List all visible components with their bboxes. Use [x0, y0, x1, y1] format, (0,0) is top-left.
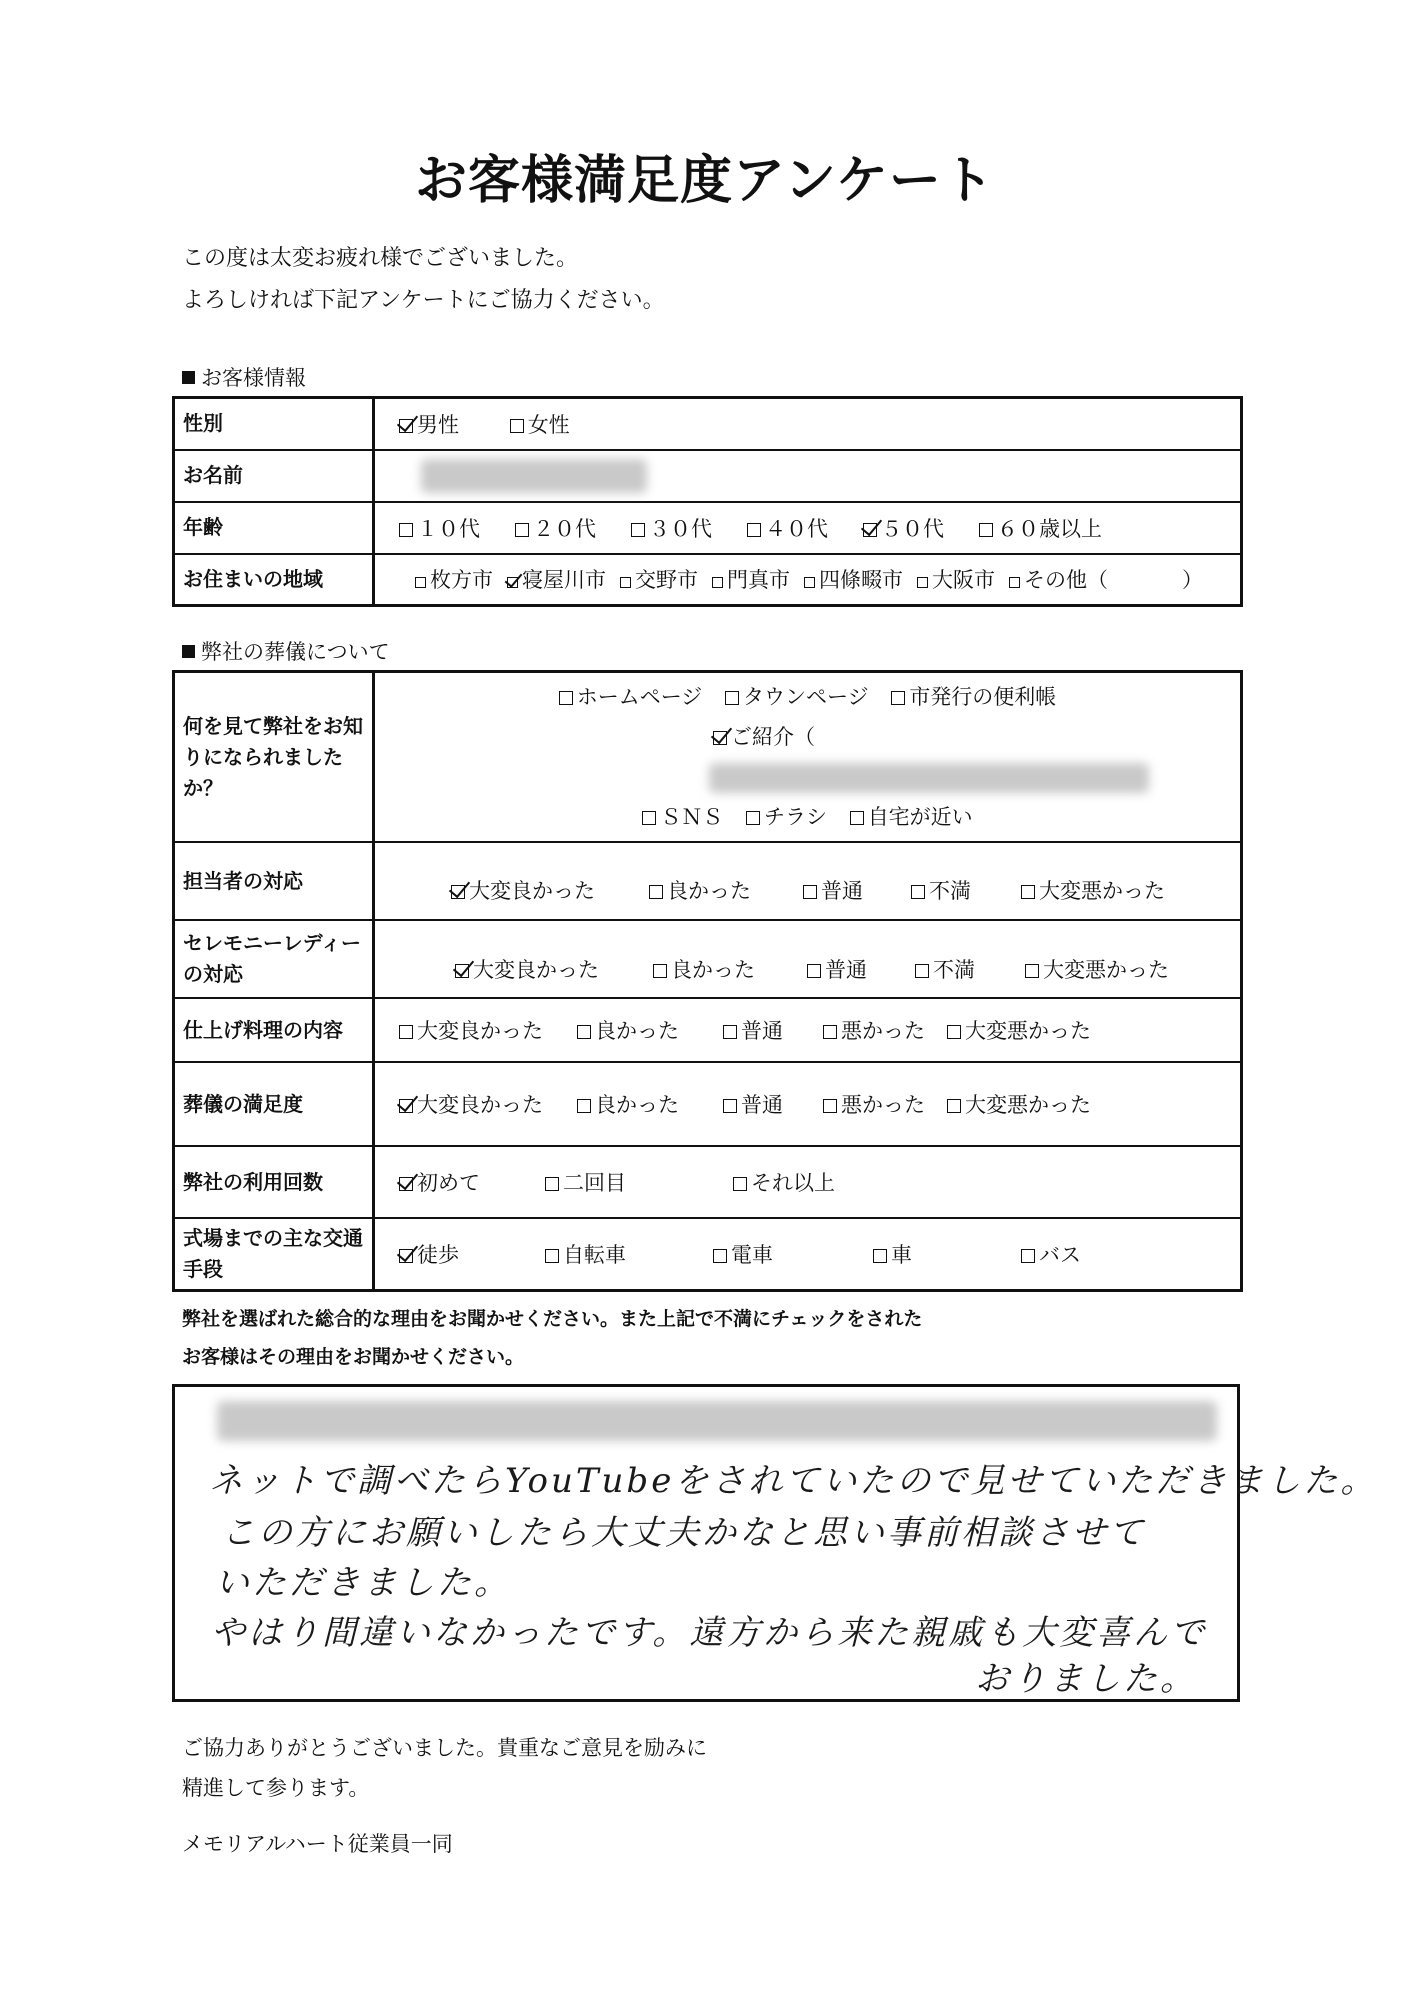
- transport-label: 式場までの主な交通手段: [174, 1218, 374, 1291]
- checkbox-icon[interactable]: [1021, 885, 1035, 899]
- checkbox-icon[interactable]: [577, 1099, 591, 1113]
- age-options: [374, 502, 1242, 554]
- usage-option-first[interactable]: 初めて: [399, 1167, 545, 1197]
- checkbox-checked-icon[interactable]: [507, 577, 518, 588]
- source-option-sns[interactable]: ＳＮＳ: [642, 797, 723, 837]
- transport-option-bus[interactable]: バス: [1021, 1239, 1081, 1269]
- staff-options: [374, 842, 1242, 920]
- checkbox-checked-icon[interactable]: [713, 731, 727, 745]
- area-option-hirakata[interactable]: 枚方市: [415, 564, 493, 594]
- reason-prompt: [182, 1300, 922, 1376]
- bullet-square-icon: [182, 645, 195, 658]
- source-label: 何を見て弊社をお知りになられましたか？: [174, 672, 374, 843]
- checkbox-icon[interactable]: [399, 523, 413, 537]
- checkbox-icon[interactable]: [712, 577, 723, 588]
- checkbox-icon[interactable]: [804, 577, 815, 588]
- reason-prompt-line-2: お客様はその理由をお聞かせください。: [182, 1346, 525, 1368]
- handwriting-line-5: おりました。: [975, 1659, 1197, 1699]
- checkbox-icon[interactable]: [1009, 577, 1020, 588]
- food-label: 仕上げ料理の内容: [174, 998, 374, 1062]
- checkbox-icon[interactable]: [723, 1099, 737, 1113]
- checkbox-checked-icon[interactable]: [399, 1249, 413, 1263]
- checkbox-icon[interactable]: [823, 1099, 837, 1113]
- checkbox-icon[interactable]: [725, 691, 739, 705]
- food-options: [374, 998, 1242, 1062]
- funeral-option-very-bad[interactable]: 大変悪かった: [947, 1089, 1091, 1119]
- source-option-city-guide[interactable]: 市発行の便利帳: [891, 677, 1056, 717]
- area-option-kadoma[interactable]: 門真市: [712, 564, 790, 594]
- checkbox-icon[interactable]: [915, 964, 929, 978]
- checkbox-icon[interactable]: [1025, 964, 1039, 978]
- funeral-option-very-good[interactable]: 大変良かった: [399, 1089, 577, 1119]
- funeral-satisfaction-options: [374, 1062, 1242, 1146]
- handwriting-line-4: やはり間違いなかったです。遠方から来た親戚も大変喜んで: [211, 1613, 1208, 1653]
- area-option-neyagawa[interactable]: 寝屋川市: [507, 564, 606, 594]
- checkbox-icon[interactable]: [850, 811, 864, 825]
- reason-prompt-line-1: 弊社を選ばれた総合的な理由をお聞かせください。また上記で不満にチェックをされた: [182, 1308, 923, 1330]
- checkbox-checked-icon[interactable]: [399, 1177, 413, 1191]
- usage-option-more[interactable]: それ以上: [733, 1167, 835, 1197]
- checkbox-icon[interactable]: [823, 1025, 837, 1039]
- checkbox-icon[interactable]: [545, 1249, 559, 1263]
- checkbox-icon[interactable]: [1021, 1249, 1035, 1263]
- checkbox-checked-icon[interactable]: [863, 523, 877, 537]
- age-label: 年齢: [174, 502, 374, 554]
- checkbox-checked-icon[interactable]: [399, 419, 413, 433]
- section-heading-customer-info: お客様情報: [182, 362, 306, 392]
- age-option-30s[interactable]: ３０代: [631, 513, 747, 543]
- gender-options: [374, 398, 1242, 450]
- funeral-satisfaction-label: 葬儀の満足度: [174, 1062, 374, 1146]
- checkbox-icon[interactable]: [559, 691, 573, 705]
- intro-line-2: よろしければ下記アンケートにご協力ください。: [182, 288, 665, 313]
- food-option-very-good[interactable]: 大変良かった: [399, 1015, 577, 1045]
- checkbox-icon[interactable]: [399, 1025, 413, 1039]
- usage-count-options: [374, 1146, 1242, 1218]
- checkbox-icon[interactable]: [746, 811, 760, 825]
- ceremony-lady-option-normal[interactable]: 普通: [807, 954, 915, 984]
- checkbox-icon[interactable]: [947, 1025, 961, 1039]
- area-label: お住まいの地域: [174, 554, 374, 606]
- handwriting-line-1: ネットで調べたらYouTubeをされていたので見せていただきました。: [209, 1461, 1378, 1501]
- source-options: [374, 672, 1242, 843]
- checkbox-icon[interactable]: [545, 1177, 559, 1191]
- transport-option-bicycle[interactable]: 自転車: [545, 1239, 713, 1269]
- staff-option-very-bad[interactable]: 大変悪かった: [1021, 875, 1165, 905]
- checkbox-icon[interactable]: [631, 523, 645, 537]
- checkbox-icon[interactable]: [979, 523, 993, 537]
- checkbox-icon[interactable]: [947, 1099, 961, 1113]
- checkbox-icon[interactable]: [723, 1025, 737, 1039]
- page-title: お客様満足度アンケート: [415, 151, 995, 211]
- closing-line-2: 精進して参ります。: [182, 1776, 370, 1800]
- source-option-near-home[interactable]: 自宅が近い: [850, 797, 973, 837]
- usage-option-second[interactable]: 二回目: [545, 1167, 733, 1197]
- food-option-bad[interactable]: 悪かった: [823, 1015, 947, 1045]
- ceremony-lady-option-dissatisfied[interactable]: 不満: [915, 954, 1025, 984]
- checkbox-icon[interactable]: [891, 691, 905, 705]
- customer-info-table: [172, 396, 1243, 607]
- checkbox-icon[interactable]: [510, 419, 524, 433]
- checkbox-icon[interactable]: [653, 964, 667, 978]
- handwriting-line-3: いただきました。: [215, 1563, 511, 1603]
- transport-option-car[interactable]: 車: [873, 1239, 1021, 1269]
- redacted-name: [421, 459, 647, 493]
- checkbox-icon[interactable]: [620, 577, 631, 588]
- funeral-option-normal[interactable]: 普通: [723, 1089, 823, 1119]
- bullet-square-icon: [182, 371, 195, 384]
- checkbox-icon[interactable]: [807, 964, 821, 978]
- transport-option-walk[interactable]: 徒歩: [399, 1239, 545, 1269]
- area-option-shijonawate[interactable]: 四條畷市: [804, 564, 903, 594]
- area-other-close-paren: ）: [1182, 568, 1203, 593]
- checkbox-checked-icon[interactable]: [455, 964, 469, 978]
- checkbox-icon[interactable]: [733, 1177, 747, 1191]
- redacted-referral: [709, 763, 1149, 793]
- age-option-20s[interactable]: ２０代: [515, 513, 631, 543]
- funeral-option-bad[interactable]: 悪かった: [823, 1089, 947, 1119]
- staff-option-very-good[interactable]: 大変良かった: [451, 875, 649, 905]
- area-options: [374, 554, 1242, 606]
- handwriting-line-2: この方にお願いしたら大丈夫かなと思い事前相談させて: [221, 1513, 1146, 1553]
- age-option-50s[interactable]: ５０代: [863, 513, 979, 543]
- transport-options: [374, 1218, 1242, 1291]
- signoff: メモリアルハート従業員一同: [182, 1832, 453, 1856]
- intro-line-1: この度は太変お疲れ様でございました。: [182, 246, 579, 271]
- checkbox-icon[interactable]: [747, 523, 761, 537]
- intro-text: [182, 238, 665, 322]
- food-option-good[interactable]: 良かった: [577, 1015, 723, 1045]
- closing-line-1: ご協力ありがとうございました。貴重なご意見を励みに: [182, 1736, 707, 1760]
- age-option-40s[interactable]: ４０代: [747, 513, 863, 543]
- gender-option-female[interactable]: 女性: [510, 409, 570, 439]
- free-comment-box[interactable]: [172, 1384, 1378, 1702]
- checkbox-icon[interactable]: [873, 1249, 887, 1263]
- checkbox-checked-icon[interactable]: [451, 885, 465, 899]
- age-option-10s[interactable]: １０代: [399, 513, 515, 543]
- ceremony-lady-option-good[interactable]: 良かった: [653, 954, 807, 984]
- checkbox-icon[interactable]: [911, 885, 925, 899]
- staff-option-dissatisfied[interactable]: 不満: [911, 875, 1021, 905]
- gender-option-male[interactable]: 男性: [399, 409, 459, 439]
- checkbox-icon[interactable]: [515, 523, 529, 537]
- source-option-townpage[interactable]: タウンページ: [725, 677, 869, 717]
- staff-label: 担当者の対応: [174, 842, 374, 920]
- section-heading-funeral: 弊社の葬儀について: [182, 636, 390, 666]
- checkbox-icon[interactable]: [577, 1025, 591, 1039]
- checkbox-icon[interactable]: [642, 811, 656, 825]
- gender-label: 性別: [174, 398, 374, 450]
- food-option-normal[interactable]: 普通: [723, 1015, 823, 1045]
- area-option-osaka[interactable]: 大阪市: [917, 564, 995, 594]
- checkbox-icon[interactable]: [803, 885, 817, 899]
- source-option-flyer[interactable]: チラシ: [746, 797, 827, 837]
- food-option-very-bad[interactable]: 大変悪かった: [947, 1015, 1091, 1045]
- funeral-survey-table: [172, 670, 1243, 1292]
- checkbox-icon[interactable]: [415, 577, 426, 588]
- checkbox-icon[interactable]: [713, 1249, 727, 1263]
- age-option-60plus[interactable]: ６０歳以上: [979, 513, 1102, 543]
- name-field[interactable]: [374, 450, 1242, 502]
- ceremony-lady-option-very-good[interactable]: 大変良かった: [455, 954, 653, 984]
- name-label: お名前: [174, 450, 374, 502]
- staff-option-normal[interactable]: 普通: [803, 875, 911, 905]
- ceremony-lady-options: [374, 920, 1242, 998]
- redacted-comment-line: [217, 1401, 1217, 1441]
- usage-count-label: 弊社の利用回数: [174, 1146, 374, 1218]
- ceremony-lady-label: セレモニーレディーの対応: [174, 920, 374, 998]
- source-option-homepage[interactable]: ホームページ: [559, 677, 703, 717]
- funeral-option-good[interactable]: 良かった: [577, 1089, 723, 1119]
- transport-option-train[interactable]: 電車: [713, 1239, 873, 1269]
- checkbox-checked-icon[interactable]: [399, 1099, 413, 1113]
- area-option-other[interactable]: その他（: [1009, 564, 1108, 594]
- ceremony-lady-option-very-bad[interactable]: 大変悪かった: [1025, 954, 1169, 984]
- closing-message: [182, 1728, 707, 1808]
- source-option-referral[interactable]: ご紹介（: [713, 717, 815, 757]
- checkbox-icon[interactable]: [649, 885, 663, 899]
- staff-option-good[interactable]: 良かった: [649, 875, 803, 905]
- area-option-katano[interactable]: 交野市: [620, 564, 698, 594]
- checkbox-icon[interactable]: [917, 577, 928, 588]
